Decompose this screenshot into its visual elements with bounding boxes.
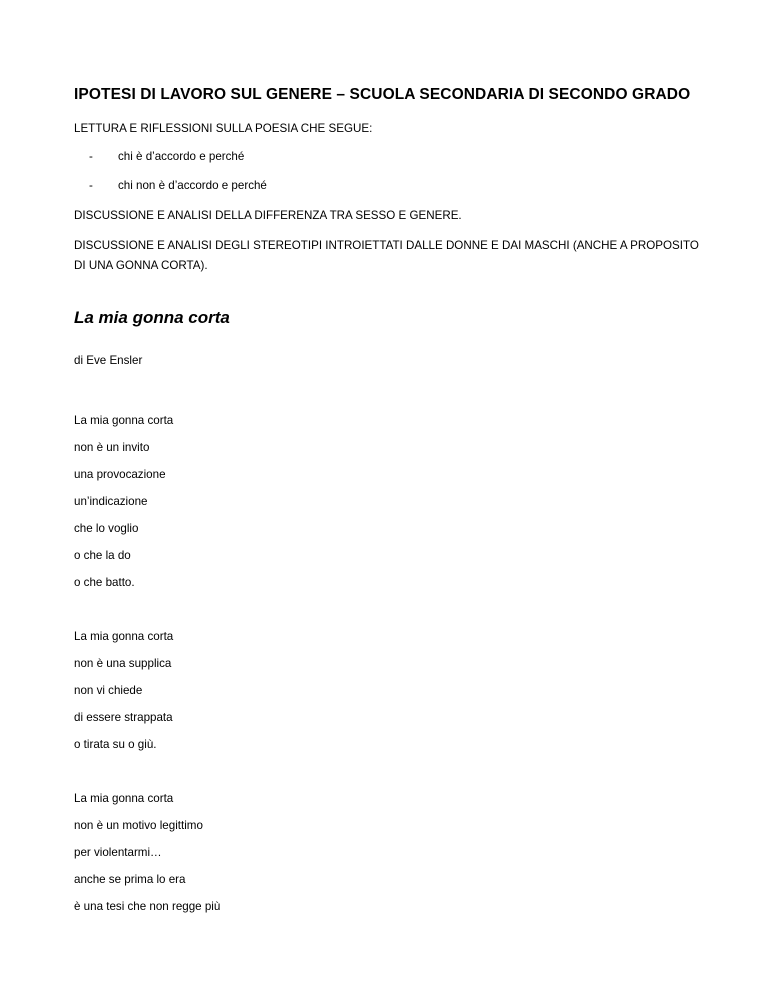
poem-line: una provocazione bbox=[74, 468, 166, 481]
document-title: IPOTESI DI LAVORO SUL GENERE – SCUOLA SECONDARIA DI SECONDO GRADO bbox=[74, 86, 691, 103]
poem-line: anche se prima lo era bbox=[74, 873, 186, 886]
poem-author: di Eve Ensler bbox=[74, 354, 143, 367]
intro-text: LETTURA E RIFLESSIONI SULLA POESIA CHE SEGUE: bbox=[74, 122, 373, 135]
poem-line: che lo voglio bbox=[74, 522, 139, 535]
poem-line: non è un invito bbox=[74, 441, 150, 454]
discussion-stereotypes: DISCUSSIONE E ANALISI DEGLI STEREOTIPI INTROIETTATI DALLE DONNE E DAI MASCHI (ANCHE A PROPOSITO DI UNA GONNA CORTA). bbox=[74, 239, 699, 272]
poem-line: non è un motivo legittimo bbox=[74, 819, 203, 832]
discussion-sex-gender: DISCUSSIONE E ANALISI DELLA DIFFERENZA TRA SESSO E GENERE. bbox=[74, 209, 462, 222]
poem-line: o tirata su o giù. bbox=[74, 738, 157, 751]
poem-line: per violentarmi… bbox=[74, 846, 162, 859]
poem-line: è una tesi che non regge più bbox=[74, 900, 221, 913]
bullet-dash-2: - bbox=[89, 179, 93, 192]
bullet-text-1: chi è d’accordo e perché bbox=[118, 150, 245, 163]
poem-line: non è una supplica bbox=[74, 657, 172, 670]
bullet-dash-1: - bbox=[89, 150, 93, 163]
poem-line: non vi chiede bbox=[74, 684, 143, 697]
bullet-text-2: chi non è d’accordo e perché bbox=[118, 179, 267, 192]
poem-line: o che batto. bbox=[74, 576, 135, 589]
poem-title: La mia gonna corta bbox=[74, 308, 230, 327]
poem-line: un’indicazione bbox=[74, 495, 148, 508]
poem-line: o che la do bbox=[74, 549, 131, 562]
poem-line: La mia gonna corta bbox=[74, 414, 174, 427]
poem-line: La mia gonna corta bbox=[74, 630, 174, 643]
poem-line: La mia gonna corta bbox=[74, 792, 174, 805]
poem-line: di essere strappata bbox=[74, 711, 173, 724]
